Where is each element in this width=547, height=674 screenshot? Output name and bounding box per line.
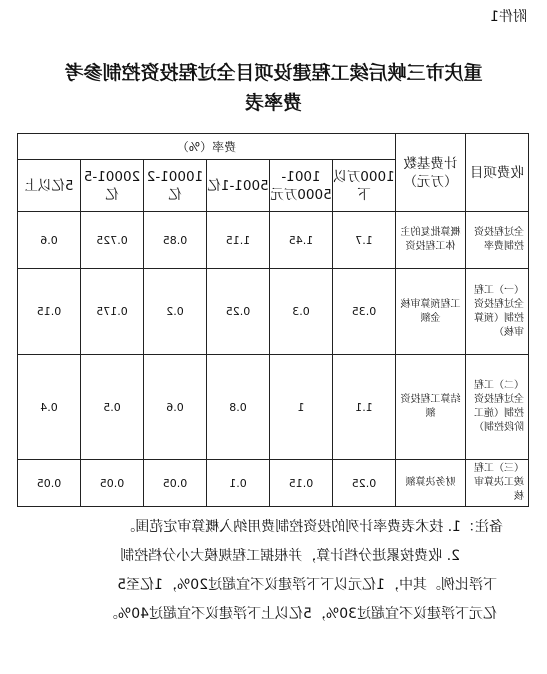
rate-cell: 0.5 bbox=[81, 355, 144, 460]
note-line: 下浮比例。其中，1亿元以下下浮建议不宜超过20%，1亿至5 bbox=[117, 577, 497, 593]
attachment-label: 附件1 bbox=[490, 9, 527, 25]
header-row-1 bbox=[17, 134, 528, 160]
rate-cell: 0.4 bbox=[17, 355, 80, 460]
note-line: 备注：1. 技术表费率计列的投资控制费用纳入概算审定范围。 bbox=[121, 519, 503, 535]
header-basis: 计费基数（万元） bbox=[396, 134, 466, 212]
rate-cell: 1.7 bbox=[333, 212, 396, 269]
rate-cell: 0.2 bbox=[144, 269, 207, 355]
tier-header: 1001-5000万元 bbox=[270, 160, 333, 212]
rate-cell: 1.1 bbox=[333, 355, 396, 460]
header-rate: 费率（%） bbox=[17, 134, 395, 160]
tier-header: 20001-5亿 bbox=[81, 160, 144, 212]
rate-cell: 1.45 bbox=[270, 212, 333, 269]
table-row bbox=[17, 269, 528, 355]
tier-header: 5亿以上 bbox=[17, 160, 80, 212]
note-line: 亿元下浮建议不宜超过30%，5亿以上下浮建议不宜超过40%。 bbox=[103, 606, 497, 622]
title-line-1: 重庆市三峡后续工程建设项目全过程投资控制参考 bbox=[64, 62, 483, 84]
table-row bbox=[17, 212, 528, 269]
rate-cell: 0.85 bbox=[144, 212, 207, 269]
rate-cell: 0.05 bbox=[17, 460, 80, 507]
rate-cell: 0.6 bbox=[17, 212, 80, 269]
rate-cell: 0.6 bbox=[144, 355, 207, 460]
row-basis: 工程预算审核金额 bbox=[396, 269, 466, 355]
rate-cell: 0.25 bbox=[207, 269, 270, 355]
rate-cell: 0.05 bbox=[144, 460, 207, 507]
rate-cell: 0.05 bbox=[81, 460, 144, 507]
rate-cell: 1 bbox=[270, 355, 333, 460]
rate-cell: 0.1 bbox=[207, 460, 270, 507]
row-basis: 结算工程投资额 bbox=[396, 355, 466, 460]
rate-cell: 0.35 bbox=[333, 269, 396, 355]
rate-cell: 0.3 bbox=[270, 269, 333, 355]
rate-cell: 0.15 bbox=[17, 269, 80, 355]
rate-cell: 0.25 bbox=[333, 460, 396, 507]
rate-cell: 0.725 bbox=[81, 212, 144, 269]
row-item: （一）工程全过程投资控制（预算审核） bbox=[466, 269, 529, 355]
tier-header: 5001-1亿 bbox=[207, 160, 270, 212]
document-title bbox=[0, 58, 547, 118]
table-row bbox=[17, 460, 528, 507]
row-basis: 财务决算额 bbox=[396, 460, 466, 507]
row-basis: 概算批复的主体工程投资 bbox=[396, 212, 466, 269]
notes-block bbox=[33, 513, 503, 629]
row-item: （三）工程竣工决算审核 bbox=[466, 460, 529, 507]
table-row bbox=[17, 355, 528, 460]
rate-cell: 0.175 bbox=[81, 269, 144, 355]
title-line-2: 费率表 bbox=[245, 92, 303, 114]
header-item: 收费项目 bbox=[466, 134, 529, 212]
row-item: 全过程投资控制费率 bbox=[466, 212, 529, 269]
tier-header: 1000万以下 bbox=[333, 160, 396, 212]
tier-header: 10001-2亿 bbox=[144, 160, 207, 212]
note-line: 2. 收费按累进分档计算，并根据工程规模大小分档控制 bbox=[120, 548, 460, 564]
rate-cell: 0.15 bbox=[270, 460, 333, 507]
rate-cell: 0.8 bbox=[207, 355, 270, 460]
fee-rate-table bbox=[17, 133, 529, 507]
row-item: （二）工程全过程投资控制（施工阶段控制） bbox=[466, 355, 529, 460]
rate-cell: 1.15 bbox=[207, 212, 270, 269]
